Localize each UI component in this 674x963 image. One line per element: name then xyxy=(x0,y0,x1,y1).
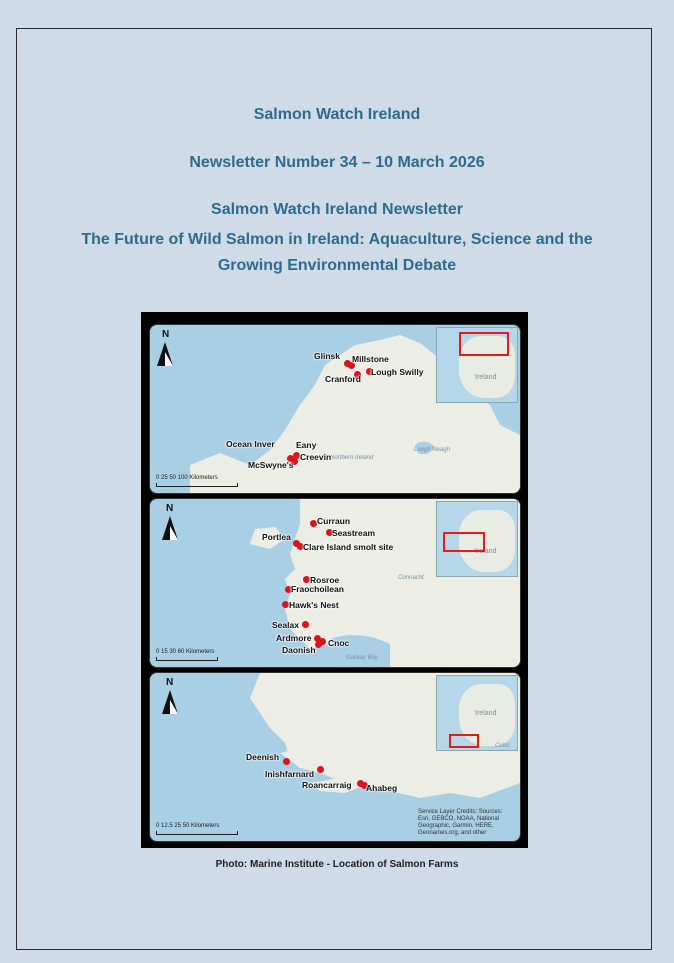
site-label: Ocean Inver xyxy=(226,439,275,449)
site-label: Creevin xyxy=(300,452,332,462)
site-label: Deenish xyxy=(246,752,280,762)
site-marker xyxy=(302,621,309,628)
newsletter-title: Salmon Watch Ireland Newsletter xyxy=(211,201,463,218)
scale-label: 0 25 50 100 Kilometers xyxy=(156,475,218,481)
site-marker xyxy=(283,758,290,765)
site-label: Clare Island smolt site xyxy=(303,542,394,552)
site-label: Glinsk xyxy=(314,351,340,361)
org-title: Salmon Watch Ireland xyxy=(253,106,421,123)
site-label: Curraun xyxy=(317,516,351,526)
figure-caption: Photo: Marine Institute - Location of Salmon Farms xyxy=(215,859,459,870)
site-label: Cranford xyxy=(325,374,361,384)
headline-text: The Future of Wild Salmon in Ireland: Aquaculture, Science and the Growing Environmental Debate xyxy=(81,231,593,274)
site-label: Ardmore xyxy=(276,633,312,643)
issue-line: Newsletter Number 34 – 10 March 2026 xyxy=(189,154,485,171)
site-label: Seastream xyxy=(332,528,376,538)
scale-bar xyxy=(156,657,218,661)
site-marker xyxy=(282,601,289,608)
site-label: Fraochoilean xyxy=(291,584,344,594)
locator-inset xyxy=(436,501,518,577)
map-panel-northwest xyxy=(149,324,521,494)
site-label: Roancarraig xyxy=(302,780,352,790)
scale-label: 0 15 30 60 Kilometers xyxy=(156,649,215,655)
scale-bar xyxy=(156,831,238,835)
scale-label: 0 12.5 25 50 Kilometers xyxy=(156,823,220,829)
site-label: Rosroe xyxy=(310,575,340,585)
salmon-farm-map-figure xyxy=(141,312,528,848)
map-panel-west xyxy=(149,498,521,668)
site-label: Portlea xyxy=(262,532,291,542)
locator-inset xyxy=(436,327,518,403)
site-label: McSwyne's xyxy=(248,460,294,470)
map-credits: Service Layer Credits: Sources: Esri, GEBCO, NOAA, National Geographic, Garmin, HERE, Geonames.org, and other xyxy=(418,809,503,836)
site-marker xyxy=(317,766,324,773)
site-label: Ahabeg xyxy=(366,783,398,793)
place-label: Connacht xyxy=(398,575,424,581)
north-arrow-icon xyxy=(157,342,173,366)
locator-inset xyxy=(436,675,518,751)
scale-bar xyxy=(156,483,238,487)
site-label: Daonish xyxy=(282,645,316,655)
inset-country-label: Ireland xyxy=(475,374,497,381)
map-panel-southwest xyxy=(149,672,521,842)
place-label: Lough Neagh xyxy=(414,447,451,453)
inset-extent-box xyxy=(459,332,509,356)
north-label: N xyxy=(162,329,170,340)
place-label: Galway Bay xyxy=(346,655,379,661)
site-label: Cnoc xyxy=(328,638,350,648)
site-label: Lough Swilly xyxy=(371,367,424,377)
site-label: Inishfarnard xyxy=(265,769,315,779)
headline xyxy=(0,227,674,279)
place-label: Northern Ireland xyxy=(330,455,374,461)
site-label: Hawk's Nest xyxy=(289,600,339,610)
inset-country-label: Ireland xyxy=(475,710,497,717)
north-label: N xyxy=(166,677,174,688)
place-label: Celtic xyxy=(495,743,511,749)
inset-extent-box xyxy=(449,734,479,748)
site-marker xyxy=(310,520,317,527)
site-label: Millstone xyxy=(352,354,389,364)
site-label: Eany xyxy=(296,440,317,450)
north-arrow-icon xyxy=(162,516,178,540)
site-label: Sealax xyxy=(272,620,299,630)
inset-extent-box xyxy=(443,532,485,552)
site-marker xyxy=(303,576,310,583)
north-label: N xyxy=(166,503,174,514)
north-arrow-icon xyxy=(162,690,178,714)
inset-country-label: Ireland xyxy=(475,548,497,555)
